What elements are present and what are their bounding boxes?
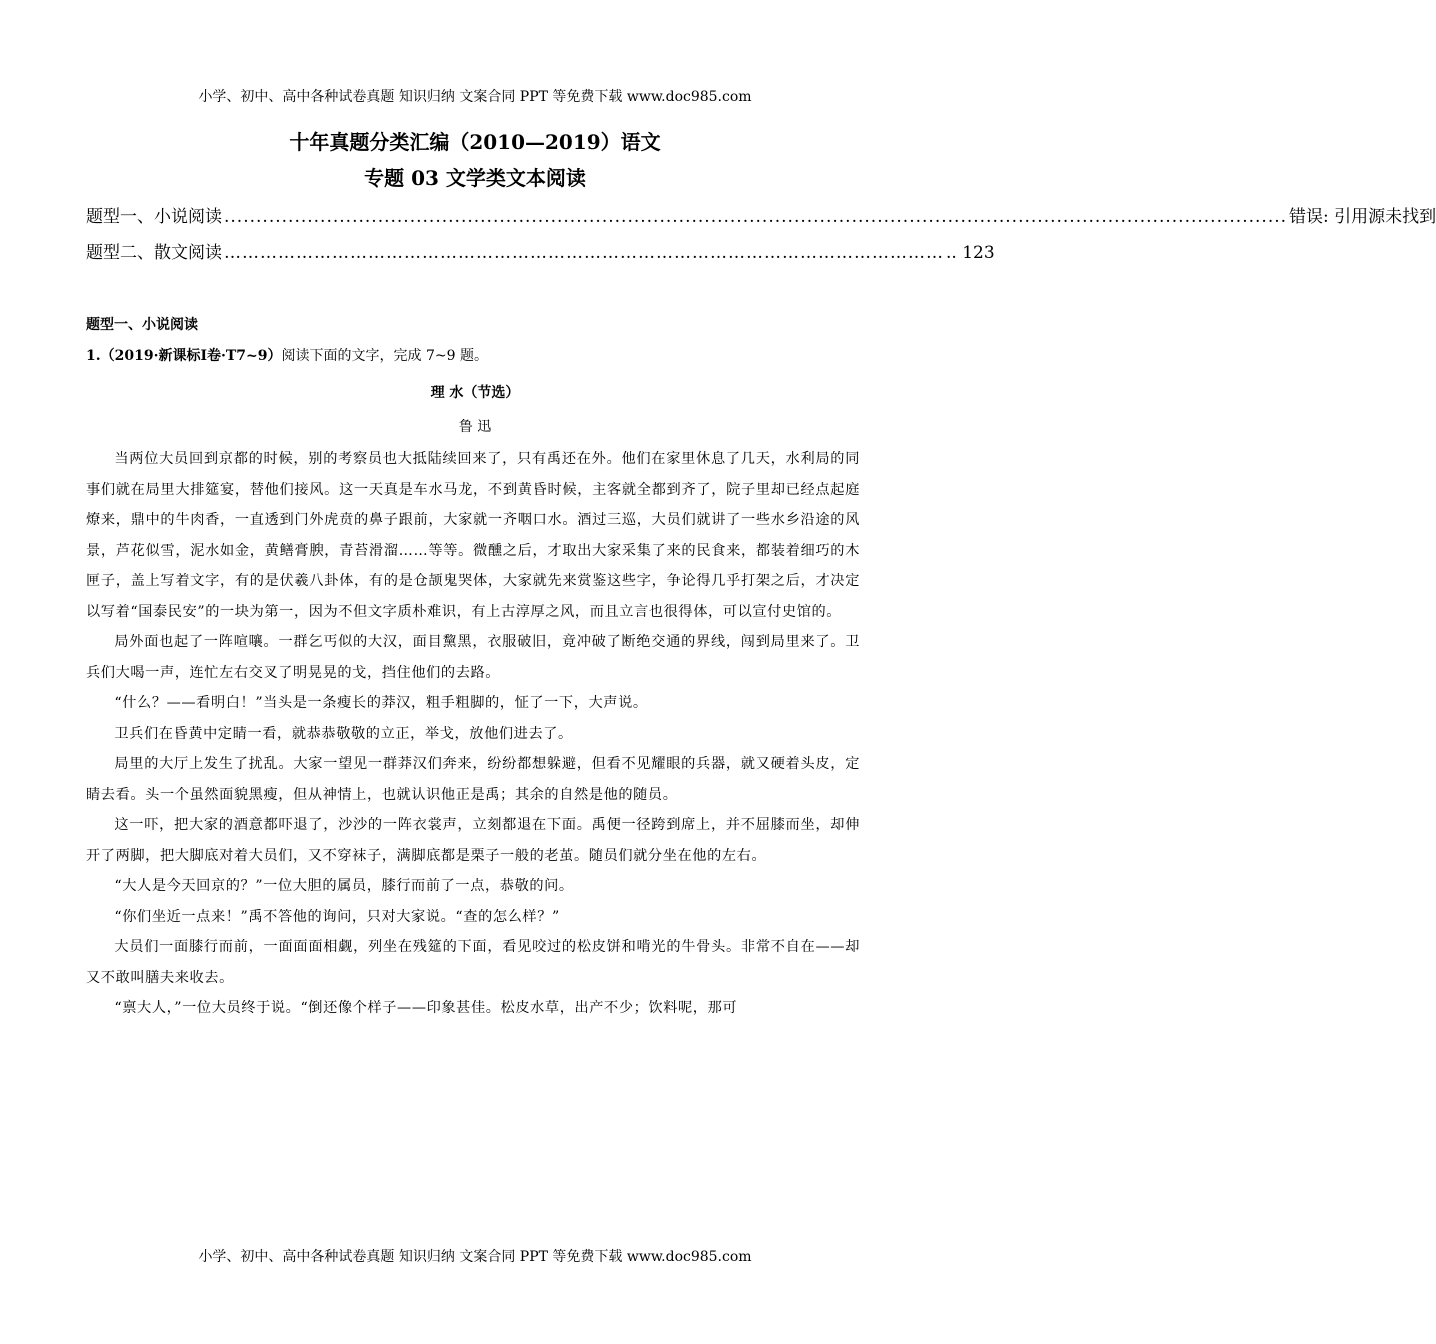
paragraph: “你们坐近一点来！”禹不答他的询问，只对大家说。“查的怎么样？” — [114, 908, 560, 925]
document-subtitle: 专题 03 文学类文本阅读 — [364, 166, 586, 190]
paragraph: 局里的大厅上发生了扰乱。大家一望见一群莽汉们奔来，纷纷都想躲避，但看不见耀眼的兵器，就又硬着头皮，定睛去看。头一个虽然面貌黑瘦，但从神情上，也就认识他正是禹；其余的自然是他的随员。 — [86, 756, 860, 803]
page-header: 小学、初中、高中各种试卷真题 知识归纳 文案合同 PPT 等免费下载 www.doc985.com — [198, 89, 752, 105]
story-body — [86, 444, 860, 1024]
paragraph: 卫兵们在昏黄中定睛一看，就恭恭敬敬的立正，举戈，放他们进去了。 — [114, 725, 573, 742]
toc-leader-dots: ...................................................................................................................................................................... — [224, 207, 1288, 227]
toc-page-ref: .. 123 — [946, 243, 995, 263]
paragraph: 局外面也起了一阵喧嚷。一群乞丐似的大汉，面目黧黑，衣服破旧，竟冲破了断绝交通的界线，闯到局里来了。卫兵们大喝一声，连忙左右交叉了明晃晃的戈，挡住他们的去路。 — [86, 634, 860, 681]
toc-page-ref: 错误: 引用源未找到 — [1289, 207, 1436, 227]
toc-label: 题型二、散文阅读 — [86, 243, 222, 263]
story-title: 理 水（节选） — [430, 385, 520, 401]
section-heading: 题型一、小说阅读 — [86, 317, 198, 333]
question-instruction: 阅读下面的文字，完成 7~9 题。 — [281, 348, 488, 364]
paragraph: “大人是今天回京的？”一位大胆的属员，膝行而前了一点，恭敬的问。 — [114, 878, 574, 894]
paragraph: “什么？——看明白！”当头是一条瘦长的莽汉，粗手粗脚的，怔了一下，大声说。 — [114, 695, 648, 711]
paragraph: “禀大人，”一位大员终于说。“倒还像个样子——印象甚佳。松皮水草，出产不少；饮料呢，那可 — [114, 1000, 738, 1016]
question-number: 1. — [86, 348, 101, 364]
toc-label: 题型一、小说阅读 — [86, 207, 222, 227]
document-title: 十年真题分类汇编（2010—2019）语文 — [289, 130, 661, 154]
question-prompt — [86, 345, 488, 365]
question-source: （2019·新课标Ⅰ卷·T7~9） — [100, 348, 282, 364]
toc-leader-dots: ………………………………………………………………………………………………………… — [224, 243, 944, 263]
paragraph: 大员们一面膝行而前，一面面面相觑，列坐在残筵的下面，看见咬过的松皮饼和啃光的牛骨头。非常不自在——却又不敢叫膳夫来收去。 — [86, 939, 860, 986]
toc-entry-novel[interactable] — [86, 202, 1436, 227]
page-footer: 小学、初中、高中各种试卷真题 知识归纳 文案合同 PPT 等免费下载 www.doc985.com — [198, 1249, 752, 1265]
toc-entry-essay[interactable] — [86, 238, 995, 263]
paragraph: 这一吓，把大家的酒意都吓退了，沙沙的一阵衣裳声，立刻都退在下面。禹便一径跨到席上，并不屈膝而坐，却伸开了两脚，把大脚底对着大员们，又不穿袜子，满脚底都是栗子一般的老茧。随员们就分坐在他的左右。 — [86, 817, 860, 864]
story-author: 鲁 迅 — [458, 419, 492, 435]
paragraph: 当两位大员回到京都的时候，别的考察员也大抵陆续回来了，只有禹还在外。他们在家里休息了几天，水利局的同事们就在局里大排筵宴，替他们接风。这一天真是车水马龙，不到黄昏时候，主客就全都到齐了，院子里却已经点起庭燎来，鼎中的牛肉香，一直透到门外虎贲的鼻子跟前，大家就一齐咽口水。酒过三巡，大员们就讲了一些水乡沿途的风景，芦花似雪，泥水如金，黄鳝膏腴，青苔滑溜……等等。微醺之后，才取出大家采集了来的民食来，都装着细巧的木匣子，盖上写着文字，有的是伏羲八卦体，有的是仓颉鬼哭体，大家就先来赏鉴这些字，争论得几乎打架之后，才决定以写着“国泰民安”的一块为第一，因为不但文字质朴难识，有上古淳厚之风，而且立言也很得体，可以宣付史馆的。 — [86, 451, 860, 620]
